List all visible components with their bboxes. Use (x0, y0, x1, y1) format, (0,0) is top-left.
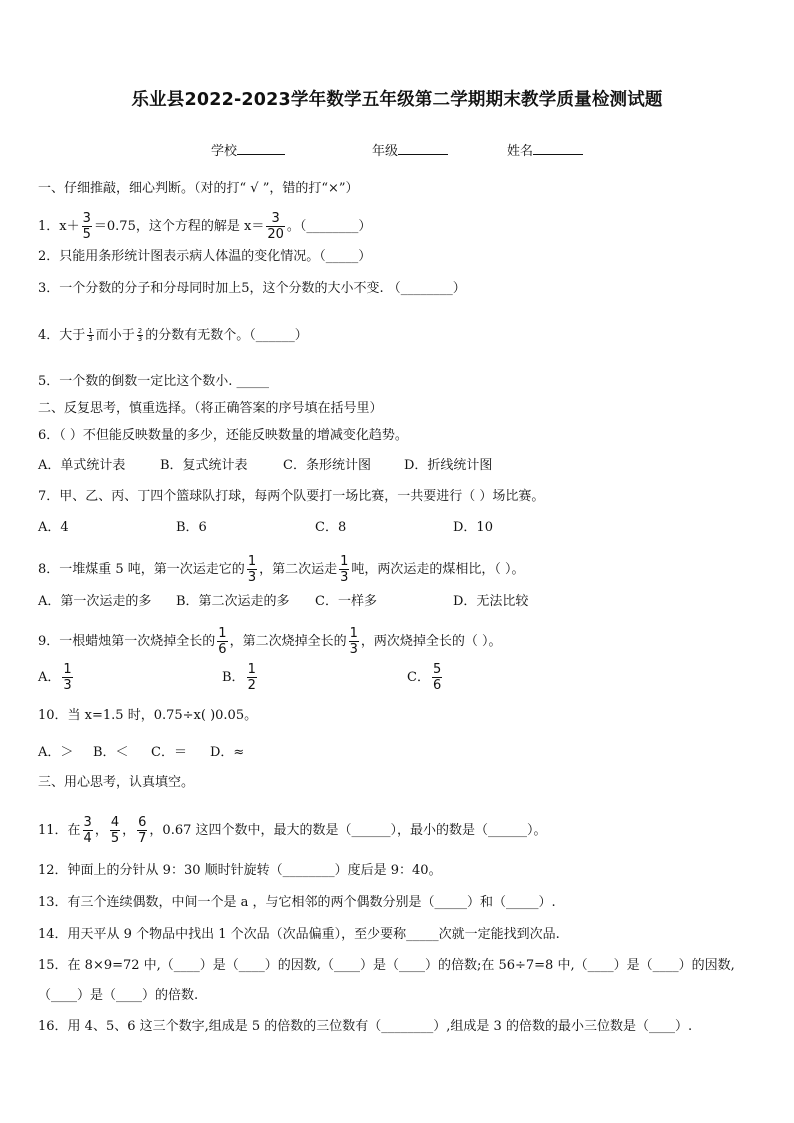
section-1-heading: 一、仔细推敲，细心判断。（对的打“ √ ”，错的打“×”） (38, 181, 359, 196)
fraction-1-3: $\frac{1}{3}$ (247, 554, 257, 585)
q8-option-a: A．第一次运走的多 (38, 594, 152, 609)
name-label: 姓名 (507, 144, 534, 159)
q7-option-b: B．6 (176, 520, 207, 535)
fraction-1-6: $\frac{1}{6}$ (218, 626, 227, 657)
grade-blank (398, 140, 448, 155)
question-9: 9．一根蜡烛第一次烧掉全长的 $\frac{1}{6}$ ，第二次烧掉全长的 $\frac{1}{3}$ ，两次烧掉全长的（ ）。 (38, 626, 502, 657)
question-3: 3．一个分数的分子和分母同时加上5，这个分数的大小不变. （________） (38, 281, 466, 296)
question-1: 1．x＋ $\frac{3}{5}$ ＝0.75，这个方程的解是 x＝ $\frac{3}{20}$ 。（________） (38, 211, 372, 242)
q6-option-a: A．单式统计表 (38, 458, 126, 473)
question-12: 12．钟面上的分针从 9：30 顺时针旋转（________）度后是 9：40。 (38, 863, 442, 878)
q10-option-d: D．≈ (210, 745, 245, 760)
fraction-4-5: $\frac{4}{5}$ (110, 815, 120, 846)
school-field (211, 140, 285, 159)
section-3-heading: 三、用心思考，认真填空。 (38, 775, 195, 790)
grade-field (372, 140, 448, 159)
question-8: 8．一堆煤重 5 吨，第一次运走它的 $\frac{1}{3}$ ，第二次运走 $\frac{1}{3}$ 吨，两次运走的煤相比，（ ）。 (38, 554, 525, 585)
question-7: 7．甲、乙、丙、丁四个篮球队打球，每两个队要打一场比赛，一共要进行（ ）场比赛。 (38, 489, 545, 504)
fraction-1-3: $\frac{1}{3}$ (88, 327, 93, 343)
fraction-3-5: $\frac{3}{5}$ (82, 211, 91, 242)
fraction-2-3: $\frac{2}{3}$ (137, 327, 143, 343)
question-11: 11．在 $\frac{3}{4}$ ， $\frac{4}{5}$ ， $\frac{6}{7}$ ，0.67 这四个数中，最大的数是（______），最小的数是（______）。 (38, 815, 547, 846)
q8-option-c: C．一样多 (315, 594, 377, 609)
question-13: 13．有三个连续偶数，中间一个是 a ，与它相邻的两个偶数分别是（_____）和（_____）. (38, 895, 556, 910)
school-label: 学校 (211, 144, 238, 159)
school-blank (237, 140, 285, 155)
q10-option-c: C．＝ (151, 745, 187, 760)
question-15: 15．在 8×9=72 中,（____）是（____）的因数,（____）是（____）的倍数;在 56÷7=8 中,（____）是（____）的因数, (38, 958, 735, 973)
name-blank (533, 140, 583, 155)
fraction-3-20: $\frac{3}{20}$ (267, 211, 284, 242)
question-14: 14．用天平从 9 个物品中找出 1 个次品（次品偏重），至少要称_____次就一定能找到次品. (38, 927, 560, 942)
q9-option-a: A． $\frac{1}{3}$ (38, 662, 72, 693)
q9-option-b: B． $\frac{1}{2}$ (222, 662, 256, 693)
fraction-1-3: $\frac{1}{3}$ (340, 554, 349, 585)
fraction-3-4: $\frac{3}{4}$ (83, 815, 92, 846)
q9-option-c: C． $\frac{5}{6}$ (407, 662, 442, 693)
q8-option-d: D．无法比较 (453, 594, 529, 609)
q8-option-b: B．第二次运走的多 (176, 594, 290, 609)
q7-option-d: D．10 (453, 520, 493, 535)
question-10: 10．当 x=1.5 时，0.75÷x( )0.05。 (38, 708, 258, 723)
grade-label: 年级 (372, 144, 399, 159)
question-2: 2．只能用条形统计图表示病人体温的变化情况。（_____） (38, 249, 372, 264)
question-15-continued: （____）是（____）的倍数. (38, 988, 199, 1003)
question-6: 6．（ ）不但能反映数量的多少，还能反映数量的增减变化趋势。 (38, 428, 408, 443)
q7-option-a: A．4 (38, 520, 69, 535)
name-field (507, 140, 583, 159)
question-4: 4．大于 $\frac{1}{3}$ 而小于 $\frac{2}{3}$ 的分数有无数个。（______） (38, 327, 308, 343)
fraction-6-7: $\frac{6}{7}$ (138, 815, 147, 846)
question-16: 16．用 4、5、6 这三个数字,组成是 5 的倍数的三位数有（________）,组成是 3 的倍数的最小三位数是（____）. (38, 1019, 693, 1034)
section-2-heading: 二、反复思考，慎重选择。（将正确答案的序号填在括号里） (38, 401, 383, 416)
question-5: 5．一个数的倒数一定比这个数小. _____ (38, 374, 270, 389)
q10-option-b: B．＜ (93, 745, 129, 760)
fraction-1-3: $\frac{1}{3}$ (349, 626, 358, 657)
q6-option-c: C．条形统计图 (283, 458, 371, 473)
q10-option-a: A．＞ (38, 745, 74, 760)
q6-option-b: B．复式统计表 (160, 458, 248, 473)
page-title: 乐业县2022-2023学年数学五年级第二学期期末教学质量检测试题 (131, 90, 663, 110)
q6-option-d: D．折线统计图 (404, 458, 493, 473)
q7-option-c: C．8 (315, 520, 347, 535)
